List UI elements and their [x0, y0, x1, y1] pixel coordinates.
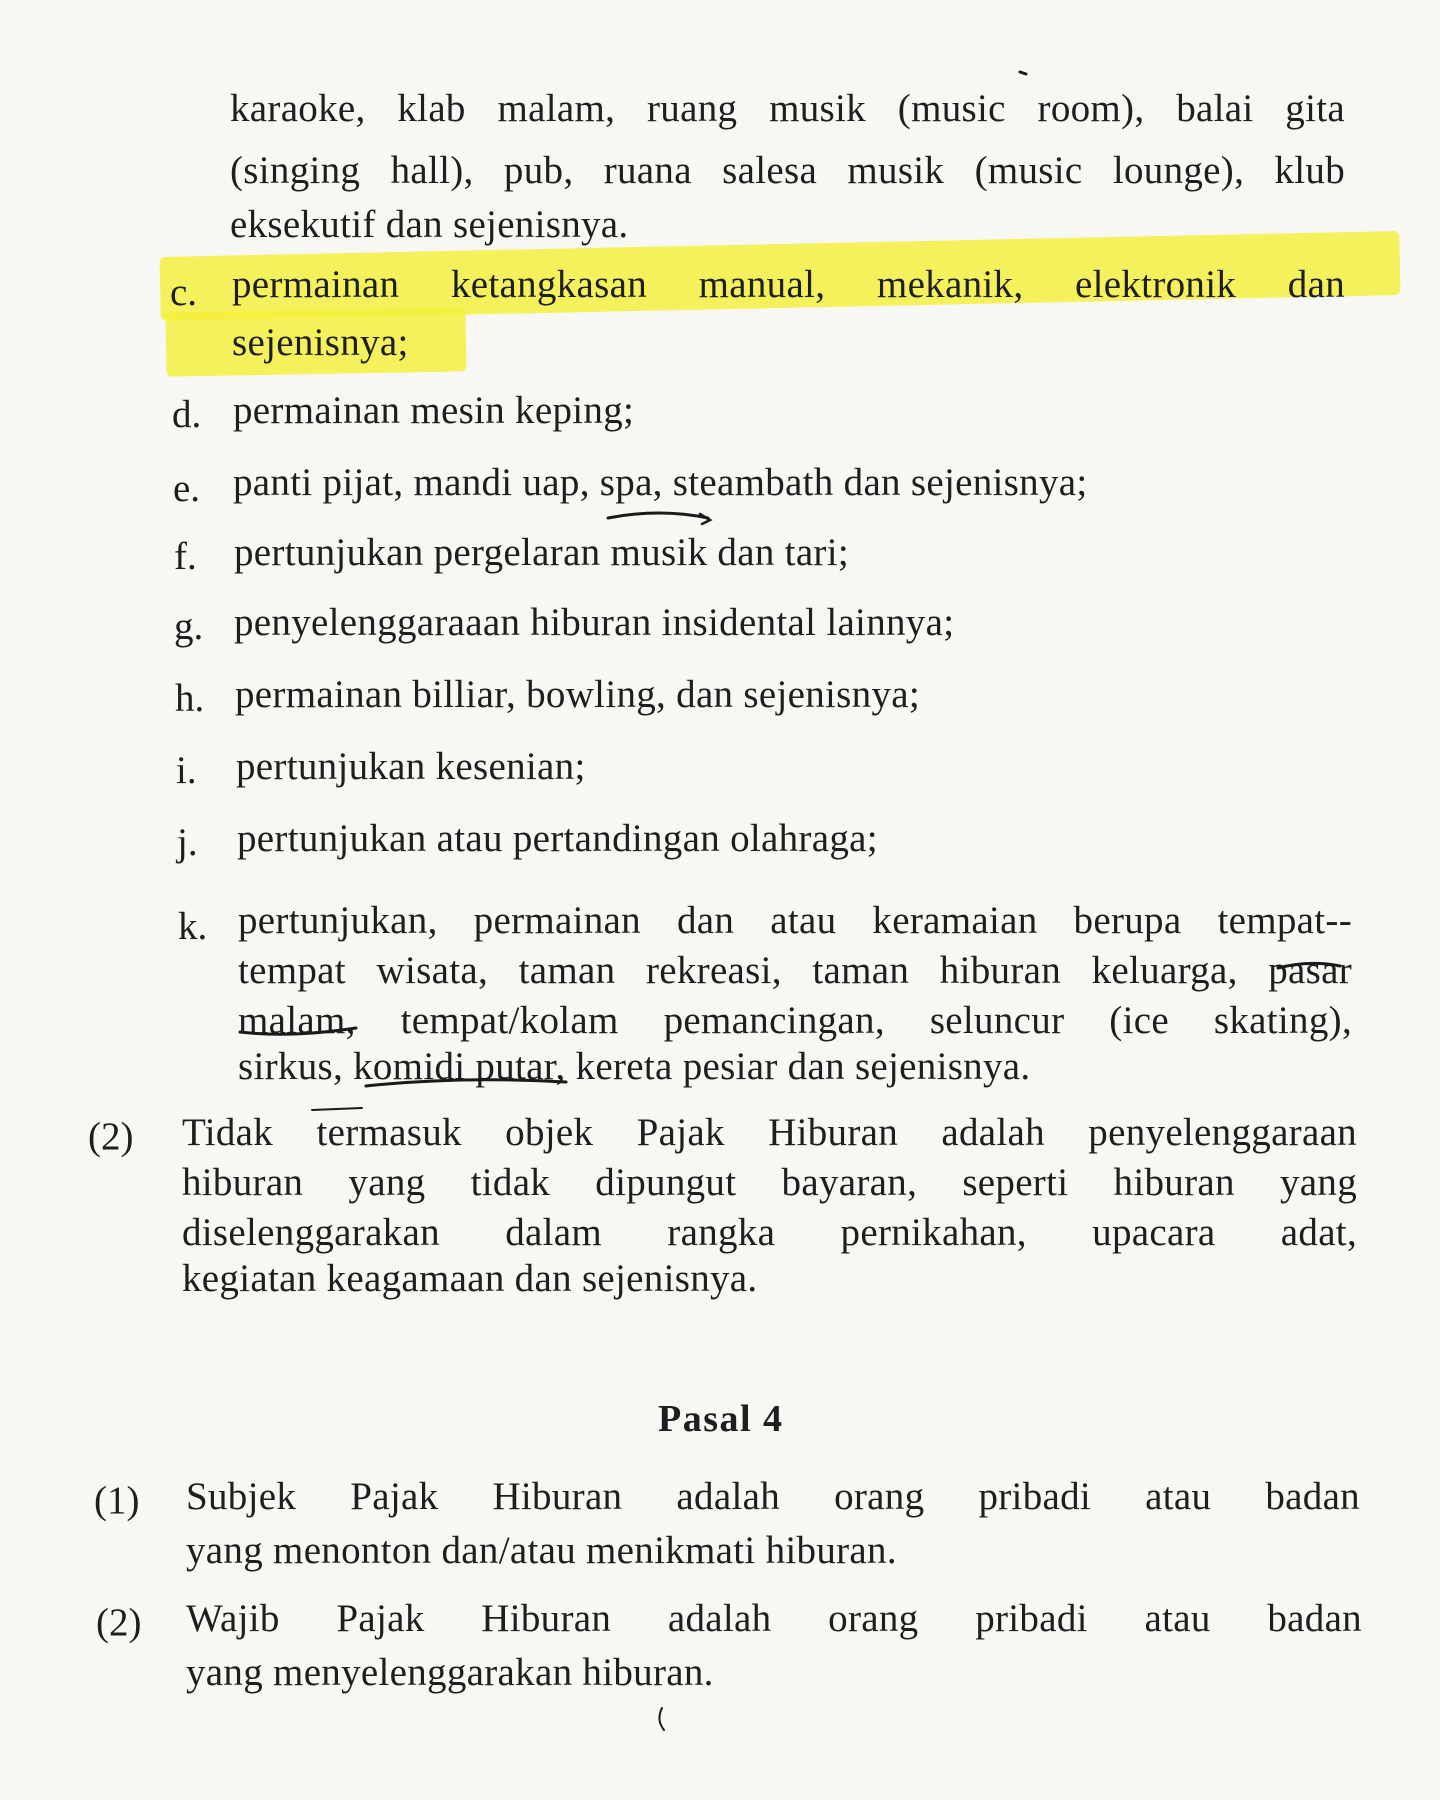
list-item-d: permainan mesin keping; — [233, 389, 635, 432]
list-marker-j: j. — [177, 821, 198, 864]
list-item-g: penyelenggaraaan hiburan insidental lainnya; — [234, 601, 955, 644]
ayat-2-line-3: diselenggarakan dalam rangka pernikahan, upacara adat, — [182, 1211, 1357, 1254]
ayat-2-line-2: hiburan yang tidak dipungut bayaran, seperti hiburan yang — [182, 1161, 1357, 1204]
list-item-e: panti pijat, mandi uap, spa, steambath dan sejenisnya; — [233, 461, 1088, 504]
list-item-c-line-2: sejenisnya; — [232, 321, 409, 364]
list-item-k-line-3: malam, tempat/kolam pemancingan, seluncur (ice skating), — [238, 999, 1352, 1042]
list-marker-f: f. — [174, 535, 197, 578]
pen-scribble-bottom — [659, 1708, 664, 1730]
list-marker-e: e. — [173, 467, 201, 510]
intro-line-2: (singing hall), pub, ruana salesa musik (music lounge), klub — [230, 149, 1345, 192]
intro-line-3: eksekutif dan sejenisnya. — [230, 203, 629, 246]
list-item-j: pertunjukan atau pertandingan olahraga; — [237, 817, 878, 860]
ayat-2-line-4: kegiatan keagamaan dan sejenisnya. — [182, 1257, 758, 1300]
list-item-h: permainan billiar, bowling, dan sejenisnya; — [235, 673, 921, 716]
list-item-k-line-4: sirkus, komidi putar, kereta pesiar dan sejenisnya. — [238, 1045, 1031, 1088]
pen-underline-spa — [608, 513, 708, 518]
pasal-4-ayat-2-line-2: yang menyelenggarakan hiburan. — [186, 1651, 714, 1694]
pasal-4-ayat-1-line-2: yang menonton dan/atau menikmati hiburan. — [186, 1529, 897, 1572]
list-marker-d: d. — [172, 393, 202, 436]
list-marker-g: g. — [174, 605, 204, 648]
pasal-heading: Pasal 4 — [658, 1398, 784, 1440]
ayat-2-line-1: Tidak termasuk objek Pajak Hiburan adalah penyelenggaraan — [182, 1111, 1357, 1154]
ayat-2-marker: (2) — [88, 1115, 134, 1158]
list-marker-c: c. — [170, 271, 198, 314]
list-item-f: pertunjukan pergelaran musik dan tari; — [234, 531, 849, 574]
intro-line-1: karaoke, klab malam, ruang musik (music room), balai gita — [230, 87, 1345, 130]
list-marker-h: h. — [175, 677, 205, 720]
pen-dot-top — [1020, 72, 1026, 74]
pasal-4-ayat-2-marker: (2) — [96, 1601, 142, 1644]
list-item-k-line-2: tempat wisata, taman rekreasi, taman hiburan keluarga, pasar — [238, 949, 1352, 992]
pasal-4-ayat-1-marker: (1) — [94, 1479, 140, 1522]
list-item-k-line-1: pertunjukan, permainan dan atau keramaian berupa tempat-- — [238, 899, 1352, 942]
pasal-4-ayat-1-line-1: Subjek Pajak Hiburan adalah orang pribadi atau badan — [186, 1475, 1360, 1518]
list-item-c-line-1: permainan ketangkasan manual, mekanik, elektronik dan — [232, 263, 1345, 306]
pasal-4-ayat-2-line-1: Wajib Pajak Hiburan adalah orang pribadi atau badan — [186, 1597, 1362, 1640]
list-item-i: pertunjukan kesenian; — [236, 745, 586, 788]
list-marker-i: i. — [176, 749, 197, 792]
list-marker-k: k. — [178, 905, 208, 948]
